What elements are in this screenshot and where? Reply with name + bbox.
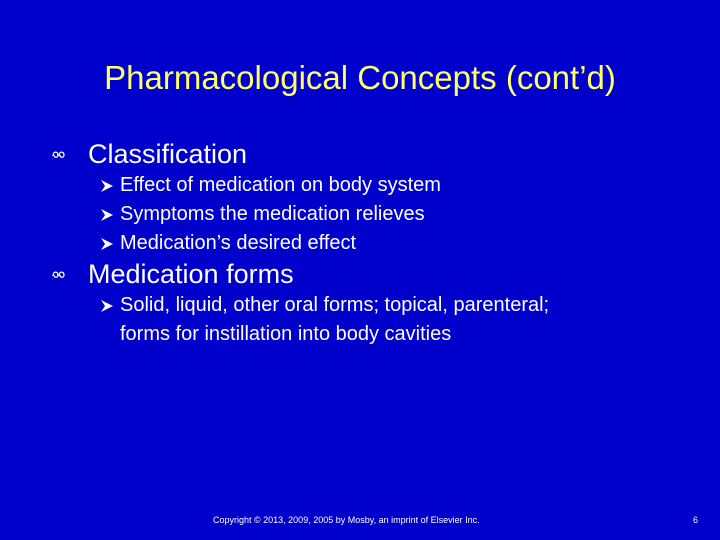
- section-heading-text: Classification: [88, 139, 248, 169]
- list-item-text: forms for instillation into body cavities: [120, 323, 452, 345]
- arrowhead-bullet-icon: [100, 237, 114, 251]
- swirl-bullet-icon: [52, 269, 66, 279]
- swirl-bullet-icon: [52, 149, 66, 159]
- arrowhead-bullet-icon: [100, 208, 114, 222]
- arrowhead-bullet-icon: [100, 179, 114, 193]
- list-item-text: Symptoms the medication relieves: [120, 203, 425, 225]
- arrowhead-bullet-icon: [100, 299, 114, 313]
- list-item-text: Medication’s desired effect: [120, 232, 357, 254]
- list-item-text: Effect of medication on body system: [120, 174, 441, 196]
- page-number: 6: [693, 515, 699, 525]
- slide-title: Pharmacological Concepts (cont’d): [104, 59, 616, 96]
- list-item-text: Solid, liquid, other oral forms; topical, parenteral;: [120, 294, 550, 316]
- copyright-footer: Copyright © 2013, 2009, 2005 by Mosby, an imprint of Elsevier Inc.: [213, 515, 480, 525]
- section-heading-text: Medication forms: [88, 259, 294, 289]
